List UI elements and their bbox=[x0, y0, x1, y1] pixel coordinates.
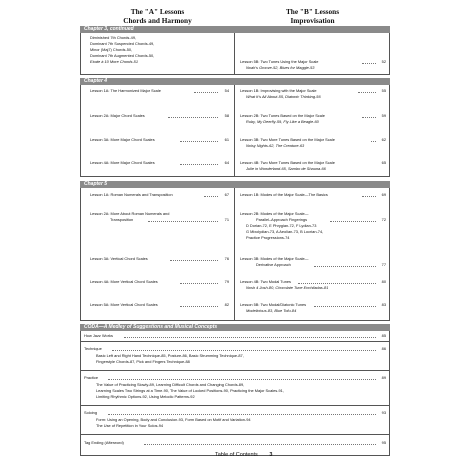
ch4-lesson-3a[interactable]: Lesson 3A: More Major Chord Scales bbox=[90, 137, 155, 142]
ch5-lesson-5a-page: 82 bbox=[224, 302, 229, 307]
coda-practice[interactable]: Practice bbox=[84, 375, 99, 380]
ch5-lesson-3b[interactable]: Lesson 3B: Modes of the Major Scale— bbox=[240, 256, 309, 261]
ch3-a-line: Diminished 7th Chords-49, bbox=[90, 35, 137, 40]
ch5-lesson-2a-page: 71 bbox=[224, 217, 229, 222]
column-divider bbox=[234, 85, 235, 177]
coda-soloing-page: 93 bbox=[381, 410, 386, 415]
ch5-lesson-5b-page: 83 bbox=[381, 302, 386, 307]
a-lessons-subtitle: Chords and Harmony bbox=[123, 15, 192, 25]
ch4-lesson-2a[interactable]: Lesson 2A: Major Chord Scales bbox=[90, 113, 145, 118]
ch4-lesson-4a-page: 64 bbox=[224, 160, 229, 165]
ch4-lesson-2b[interactable]: Lesson 2B: Two Tunes Based on the Major Scale bbox=[240, 113, 325, 118]
ch4-lesson-3a-page: 61 bbox=[224, 137, 229, 142]
chapter-3-band: Chapter 3, continued bbox=[80, 26, 390, 33]
page-number: 3 bbox=[269, 452, 273, 458]
ch5-lesson-3b-cont: Derivative Approach bbox=[256, 262, 291, 267]
coda-soloing-line: The Use of Repetition in Your Solos-94 bbox=[96, 423, 164, 428]
coda-soloing-line: Form: Using an Opening, Body and Conclusion-93, Form Based on Motif and Variation-94 bbox=[96, 417, 251, 422]
ch4-lesson-4b[interactable]: Lesson 4B: Two More Tunes Based on the Major Scale bbox=[240, 160, 335, 165]
coda-practice-line: Limiting Rhythmic Options-92, Using Melodic Patterns-92 bbox=[96, 394, 195, 399]
b-lessons-header bbox=[235, 8, 390, 25]
a-lessons-title: The "A" Lessons bbox=[130, 7, 185, 16]
leader-dots bbox=[180, 280, 218, 284]
ch5-lesson-4b-sub: Nosh 4 Josh-80, Chocolate Tune Enchiladas-81 bbox=[246, 285, 329, 290]
ch5-lesson-2b-line: Practice Progressions-74 bbox=[246, 235, 290, 240]
coda-technique-page: 86 bbox=[381, 346, 386, 351]
ch5-lesson-2a[interactable]: Lesson 2A: More About Roman Numerals and bbox=[90, 211, 170, 216]
column-divider bbox=[234, 188, 235, 321]
footer-label: Table of Contents bbox=[215, 452, 258, 458]
ch4-lesson-4b-sub: Julie in Wonderland-65, Sambo de Shauna-66 bbox=[246, 166, 326, 171]
ch5-lesson-4a[interactable]: Lesson 4A: More Vertical Chord Scales bbox=[90, 279, 158, 284]
coda-technique-line: Fingerstyle Chords-87, Pick and Fingers Technique-88 bbox=[96, 359, 190, 364]
ch5-lesson-3a[interactable]: Lesson 3A: Vertical Chord Scales bbox=[90, 256, 148, 261]
leader-dots bbox=[314, 263, 376, 267]
leader-dots bbox=[358, 89, 376, 93]
leader-dots bbox=[124, 334, 376, 338]
leader-dots bbox=[204, 193, 218, 197]
coda-divider bbox=[80, 434, 390, 435]
ch5-lesson-4b-page: 80 bbox=[381, 279, 386, 284]
ch3-lesson-5b-sub: Noah's Groove-52, Blues for Maggie-53 bbox=[246, 65, 315, 70]
leader-dots bbox=[362, 60, 376, 64]
ch5-lesson-3a-page: 76 bbox=[224, 256, 229, 261]
coda-divider bbox=[80, 370, 390, 371]
coda-divider bbox=[80, 341, 390, 342]
leader-dots bbox=[194, 89, 218, 93]
ch3-lesson-5b-title[interactable]: Lesson 5B: Two Tunes Using the Major Scale bbox=[240, 59, 319, 64]
ch5-lesson-2b-page: 72 bbox=[381, 217, 386, 222]
leader-dots bbox=[144, 441, 376, 445]
ch4-lesson-1b-sub: What It's All About-55, Diatonic Thinking-56 bbox=[246, 94, 321, 99]
leader-dots bbox=[148, 218, 218, 222]
coda-tag-ending-page: 95 bbox=[381, 440, 386, 445]
coda-technique[interactable]: Technique bbox=[84, 346, 102, 351]
coda-band: CODA—A Medley of Suggestions and Musical Concepts bbox=[80, 324, 390, 331]
leader-dots bbox=[112, 347, 376, 351]
leader-dots bbox=[180, 303, 218, 307]
leader-dots bbox=[362, 193, 376, 197]
ch5-lesson-1a-page: 67 bbox=[224, 192, 229, 197]
coda-practice-line: Learning Scales Two Strings at a Time-90, The Value of Locked Positions-90, Practicing the Major Scales-91, bbox=[96, 388, 284, 393]
ch5-lesson-4a-page: 79 bbox=[224, 279, 229, 284]
coda-technique-line: Basic Left and Right Hand Technique-85, Posture-86, Basic Strumming Technique-87, bbox=[96, 353, 244, 358]
ch4-lesson-3b[interactable]: Lesson 3B: Two More Tunes Based on the Major Scale bbox=[240, 137, 335, 142]
ch4-lesson-1a-page: 54 bbox=[224, 88, 229, 93]
ch5-lesson-4b[interactable]: Lesson 4B: Two Modal Tunes bbox=[240, 279, 291, 284]
coda-how-jazz-works-page: 85 bbox=[381, 333, 386, 338]
chapter-5-band: Chapter 5 bbox=[80, 181, 390, 188]
b-lessons-title: The "B" Lessons bbox=[285, 7, 340, 16]
ch5-lesson-2a-cont: Transposition bbox=[110, 217, 134, 222]
ch4-lesson-2b-page: 59 bbox=[381, 113, 386, 118]
ch3-a-line: Dominant 7th Augmented Chords-50, bbox=[90, 53, 155, 58]
ch5-lesson-3b-page: 77 bbox=[381, 262, 386, 267]
leader-dots bbox=[362, 114, 376, 118]
ch5-lesson-1a[interactable]: Lesson 1A: Roman Numerals and Transposition bbox=[90, 192, 173, 197]
ch5-lesson-2b-line: D Dorian-72, E Phrygian-72, F Lydian-73 bbox=[246, 223, 317, 228]
ch5-lesson-2b-line: G Mixolydian-73, A Aeolian-73, B Locrian-74, bbox=[246, 229, 324, 234]
ch3-a-line: Dominant 7th Suspended Chords-49, bbox=[90, 41, 155, 46]
ch5-lesson-2b[interactable]: Lesson 2B: Modes of the Major Scale— bbox=[240, 211, 309, 216]
ch3-a-line: Etude à 10 More Chords-51 bbox=[90, 59, 139, 64]
leader-dots bbox=[180, 161, 218, 165]
leader-dots bbox=[168, 114, 218, 118]
ch4-lesson-4a[interactable]: Lesson 4A: More Major Chord Scales bbox=[90, 160, 155, 165]
coda-divider bbox=[80, 405, 390, 406]
b-lessons-subtitle: Improvisation bbox=[290, 15, 335, 25]
ch5-lesson-5a[interactable]: Lesson 5A: More Vertical Chord Scales bbox=[90, 302, 158, 307]
coda-practice-line: The Value of Practicing Slowly-89, Learning Difficult Chords and Changing Chords-89, bbox=[96, 382, 245, 387]
coda-soloing[interactable]: Soloing bbox=[84, 410, 97, 415]
ch3-a-line: Minor (Maj7) Chords-50, bbox=[90, 47, 133, 52]
ch5-lesson-1b[interactable]: Lesson 1B: Modes of the Major Scale—The Basics bbox=[240, 192, 328, 197]
leader-dots bbox=[170, 257, 218, 261]
ch4-lesson-2a-page: 58 bbox=[224, 113, 229, 118]
leader-dots bbox=[108, 411, 376, 415]
coda-how-jazz-works[interactable]: How Jazz Works bbox=[84, 333, 113, 338]
ch3-lesson-5b-page: 52 bbox=[381, 59, 386, 64]
leader-dots bbox=[180, 138, 218, 142]
ch4-lesson-4b-page: 65 bbox=[381, 160, 386, 165]
ch4-lesson-3b-sub: Noisy Nights-62, The Creature-63 bbox=[246, 143, 305, 148]
column-divider bbox=[234, 33, 235, 75]
ch4-lesson-1b[interactable]: Lesson 1B: Improvising with the Major Scale bbox=[240, 88, 317, 93]
leader-dots bbox=[108, 376, 376, 380]
coda-practice-page: 89 bbox=[381, 375, 386, 380]
page-footer bbox=[215, 452, 272, 458]
coda-tag-ending[interactable]: Tag Ending (Afterword) bbox=[84, 440, 124, 445]
ch5-lesson-5b-sub: Modelicious-83, Blue Tofu-84 bbox=[246, 308, 297, 313]
ch5-lesson-1b-page: 69 bbox=[381, 192, 386, 197]
toc-page bbox=[80, 8, 390, 456]
ch5-lesson-2b-cont: Parallel–Approach Fingerings bbox=[256, 217, 308, 222]
a-lessons-header bbox=[80, 8, 235, 25]
ch4-lesson-1b-page: 55 bbox=[381, 88, 386, 93]
leader-dots bbox=[314, 303, 376, 307]
leader-dots bbox=[298, 280, 376, 284]
ch4-lesson-2b-sub: Ruby, My Deerfly-59, Fly Like a Beagle-60 bbox=[246, 119, 319, 124]
ch4-lesson-3b-page: 62 bbox=[381, 137, 386, 142]
ch5-lesson-5b[interactable]: Lesson 5B: Two Modal/Diatonic Tunes bbox=[240, 302, 307, 307]
ch4-lesson-1a[interactable]: Lesson 1A: The Harmonized Major Scale bbox=[90, 88, 161, 93]
leader-dots bbox=[330, 218, 376, 222]
chapter-4-band: Chapter 4 bbox=[80, 78, 390, 85]
